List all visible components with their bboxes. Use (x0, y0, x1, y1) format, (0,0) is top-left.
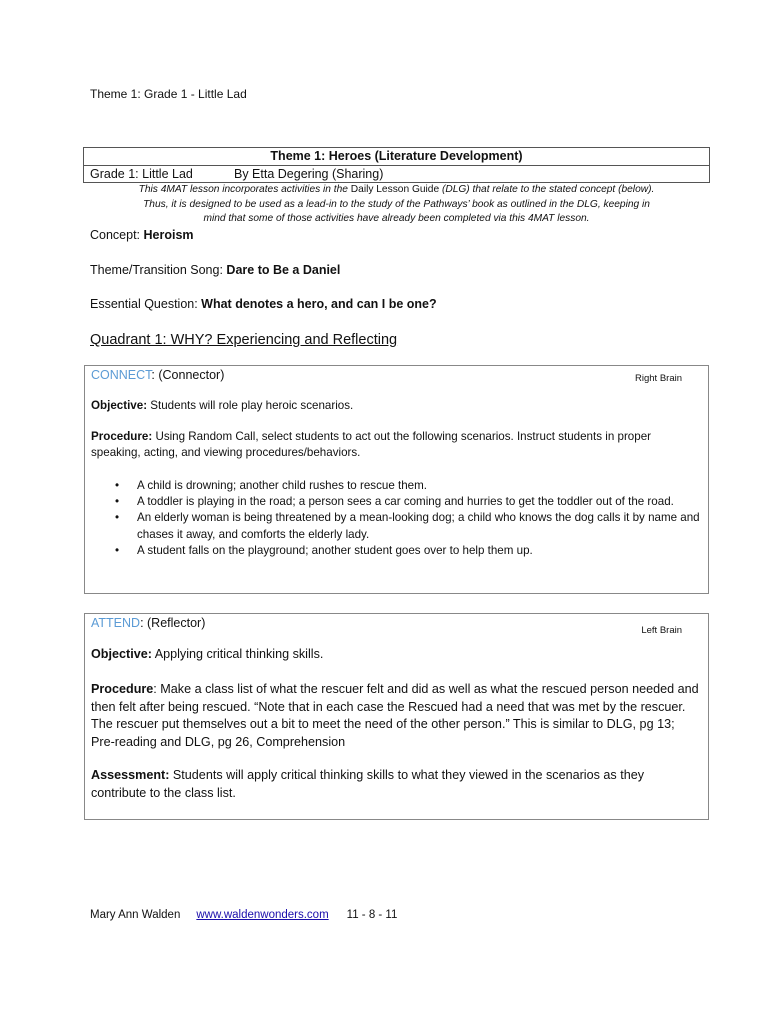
quadrant-title: Quadrant 1: WHY? Experiencing and Reflecting (90, 332, 398, 348)
attend-box (84, 613, 709, 820)
intro-note (83, 183, 710, 227)
website-link[interactable]: www.waldenwonders.com (196, 909, 329, 921)
right-brain-label: Right Brain (635, 373, 682, 384)
song-line (90, 263, 340, 277)
attend-assessment-text: Students will apply critical thinking skills to what they viewed in the scenarios as they contribute to the class list. (91, 768, 644, 800)
connect-objective-text: Students will role play heroic scenarios. (147, 399, 354, 412)
list-item: • A student falls on the playground; another student goes over to help them up. (91, 543, 700, 559)
attend-assessment-label: Assessment: (91, 768, 170, 782)
attend-keyword: ATTEND (91, 616, 141, 630)
attend-heading (91, 616, 205, 630)
essential-question-line (90, 297, 437, 311)
connect-objective (91, 398, 700, 414)
page-footer (90, 909, 397, 921)
attend-procedure-text: : Make a class list of what the rescuer felt and did as well as what the rescued person needed and then felt after being rescued. “Note that in each case the Rescued had a need that was met by the rescuer. The rescuer put themselves out a bit to meet the need of the other person.” This is similar to DLG, pg 13; Pre-reading and DLG, pg 26, Comprehension (91, 682, 699, 749)
author-label: By Etta Degering (Sharing) (234, 167, 384, 181)
connect-role: : (Connector) (151, 368, 225, 382)
theme-heading: Theme 1: Heroes (Literature Development) (84, 148, 709, 166)
attend-role: : (Reflector) (140, 616, 206, 630)
intro-dlg-name: Daily Lesson Guide (350, 184, 440, 195)
list-item: • A child is drowning; another child rushes to rescue them. (91, 478, 700, 494)
page-header: Theme 1: Grade 1 - Little Lad (90, 87, 247, 101)
title-table (83, 147, 710, 183)
attend-objective-text: Applying critical thinking skills. (151, 647, 324, 661)
attend-objective-label: Objective: (91, 647, 152, 661)
list-item: • An elderly woman is being threatened by a mean-looking dog; a child who knows the dog calls it by name and chases it away, and comforts the elderly lady. (91, 510, 700, 542)
question-label: Essential Question: (90, 297, 202, 311)
grade-row (90, 166, 384, 182)
grade-label: Grade 1: Little Lad (90, 167, 193, 181)
footer-date: 11 - 8 - 11 (346, 909, 398, 921)
question-value: What denotes a hero, and can I be one? (201, 297, 437, 311)
attend-procedure-label: Procedure (91, 682, 154, 696)
connect-procedure-text: Using Random Call, select students to act out the following scenarios. Instruct students in proper speaking, acting, and viewing procedures/behaviors. (91, 430, 652, 460)
connect-procedure (91, 429, 700, 461)
song-label: Theme/Transition Song: (90, 263, 227, 277)
connect-box (84, 365, 709, 594)
connect-objective-label: Objective: (91, 399, 148, 412)
concept-line (90, 228, 194, 242)
list-item: • A toddler is playing in the road; a person sees a car coming and hurries to get the toddler out of the road. (91, 494, 700, 510)
intro-part1: This 4MAT lesson incorporates activities in the (138, 184, 351, 195)
attend-objective (91, 646, 700, 664)
connect-procedure-label: Procedure: (91, 430, 153, 443)
intro-line3: mind that some of those activities have already been completed via this 4MAT lesson. (203, 213, 590, 224)
connect-heading (91, 368, 224, 382)
attend-procedure (91, 681, 700, 751)
concept-value: Heroism (143, 228, 194, 242)
connect-keyword: CONNECT (91, 368, 152, 382)
concept-label: Concept: (90, 228, 144, 242)
left-brain-label: Left Brain (641, 625, 682, 636)
author-name: Mary Ann Walden (90, 909, 181, 921)
attend-assessment (91, 767, 700, 802)
intro-part2: (DLG) that relate to the stated concept (below). (439, 184, 655, 195)
intro-line2: Thus, it is designed to be used as a lead-in to the study of the Pathways’ book as outlined in the DLG, keeping in (143, 198, 650, 210)
scenario-list (91, 478, 700, 559)
song-value: Dare to Be a Daniel (226, 263, 341, 277)
